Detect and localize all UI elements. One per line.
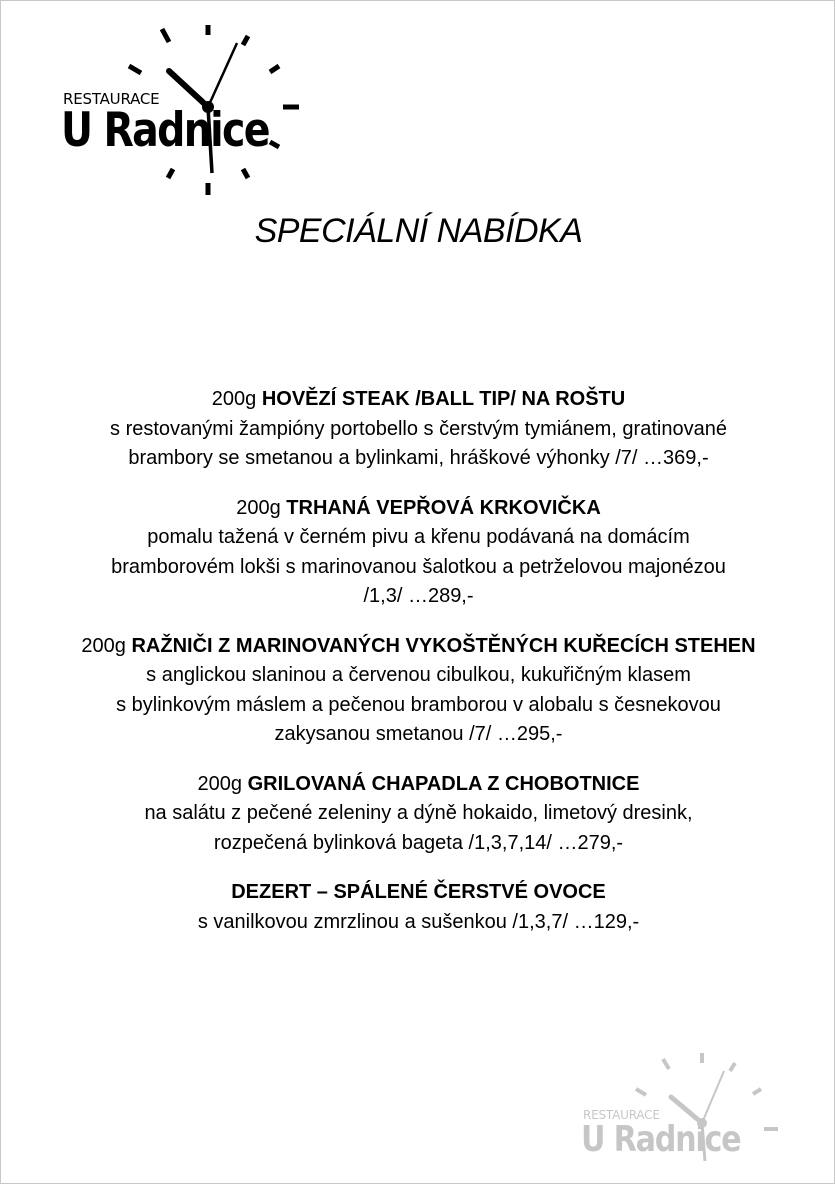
- menu-item-description: s restovanými žampióny portobello s čerstvým tymiánem, gratinované brambory se smetanou a bylinkami, hráškové výhonky /7/ …369,-: [110, 417, 727, 469]
- menu-item-description: s anglickou slaninou a červenou cibulkou, kukuřičným klasem s bylinkovým máslem a pečenou bramborou v alobalu s česnekovou zakysanou smetanou /7/ …295,-: [116, 664, 721, 745]
- restaurant-logo: [61, 23, 306, 198]
- logo-restaurace-text: RESTAURACE: [63, 90, 160, 108]
- menu-item-heading: [41, 770, 796, 800]
- logo-brand-text: U Radnice: [61, 103, 269, 158]
- menu-item-name: RAŽNIČI Z MARINOVANÝCH VYKOŠTĚNÝCH KUŘECÍCH STEHEN: [131, 634, 756, 657]
- menu-item-description: na salátu z pečené zeleniny a dýně hokaido, limetový dresink, rozpečená bylinková bageta /1,3,7,14/ …279,-: [144, 802, 693, 854]
- menu-item-heading: [41, 878, 796, 908]
- menu-item-name: DEZERT – SPÁLENÉ ČERSTVÉ OVOCE: [231, 881, 606, 903]
- menu-item: [41, 632, 796, 750]
- menu-item-name: HOVĚZÍ STEAK /BALL TIP/ NA ROŠTU: [261, 388, 626, 410]
- menu-list: [41, 385, 796, 957]
- page-title: SPECIÁLNÍ NABÍDKA: [254, 212, 583, 250]
- menu-item-name: GRILOVANÁ CHAPADLA Z CHOBOTNICE: [247, 772, 640, 795]
- watermark-brand-text: U Radnice: [581, 1119, 741, 1160]
- menu-item: [41, 385, 796, 474]
- menu-item: [41, 770, 796, 859]
- menu-item: [41, 878, 796, 937]
- menu-item-weight: 200g: [236, 496, 281, 519]
- menu-item-description: pomalu tažená v černém pivu a křenu podávaná na domácím bramborovém lokši s marinovanou šalotkou a petrželovou majonézou /1,3/ …289,-: [111, 526, 726, 607]
- menu-item-heading: [41, 385, 796, 415]
- menu-item-name: TRHANÁ VEPŘOVÁ KRKOVIČKA: [286, 496, 601, 519]
- menu-item-description: s vanilkovou zmrzlinou a sušenkou /1,3,7/ …129,-: [197, 910, 640, 933]
- menu-item-heading: [41, 632, 796, 662]
- watermark-restaurace-text: RESTAURACE: [583, 1108, 660, 1122]
- menu-item-weight: 200g: [81, 634, 126, 657]
- menu-item-weight: 200g: [211, 388, 257, 410]
- menu-item-heading: [41, 494, 796, 524]
- menu-item-weight: 200g: [197, 772, 243, 795]
- watermark-logo: [581, 1051, 781, 1166]
- menu-item: [41, 494, 796, 612]
